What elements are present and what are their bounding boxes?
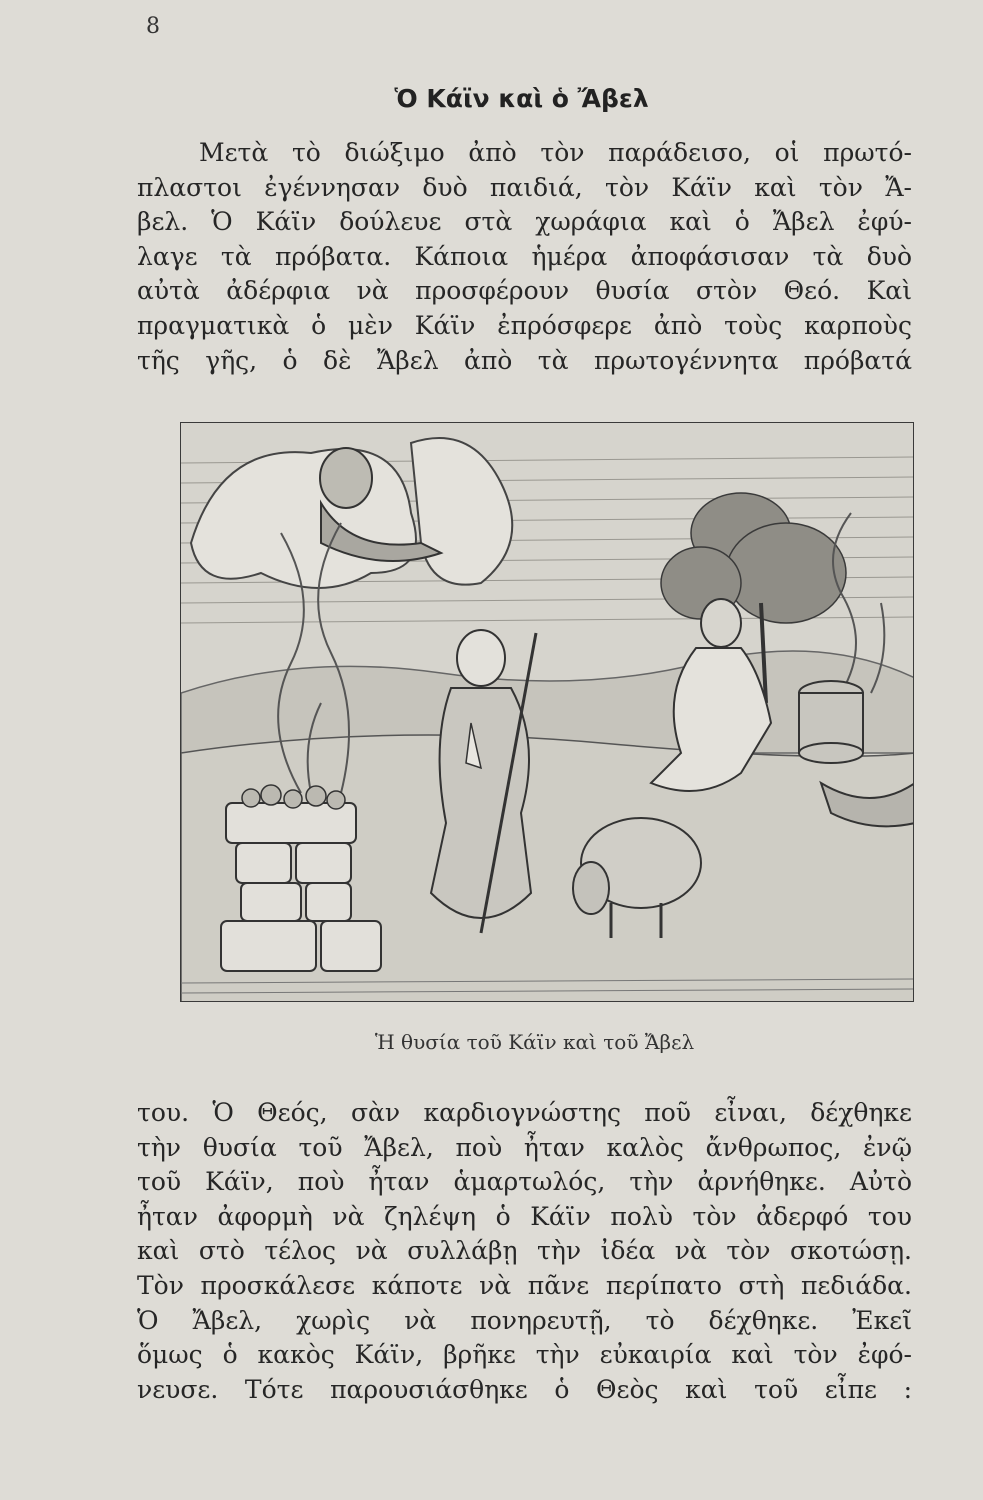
text-line: Μετὰ τὸ διώξιμο ἀπὸ τὸν παράδεισο, οἱ πρωτό- [199, 138, 912, 167]
text-line: πλαστοι ἐγέννησαν δυὸ παιδιά, τὸν Κάϊν καὶ τὸν Ἄ- [137, 172, 912, 202]
text-line: Τὸν προσκάλεσε κάποτε νὰ πᾶνε περίπατο στὴ πεδιάδα. [137, 1270, 912, 1300]
text-line: πραγματικὰ ὁ μὲν Κάϊν ἐπρόσφερε ἀπὸ τοὺς καρποὺς [137, 310, 912, 340]
text-line: Ὁ Ἄβελ, χωρὶς νὰ πονηρευτῇ, τὸ δέχθηκε. Ἐκεῖ [137, 1305, 912, 1335]
text-line: αὐτὰ ἀδέρφια νὰ προσφέρουν θυσία στὸν Θεό. Καὶ [137, 276, 912, 306]
text-line: βελ. Ὁ Κάϊν δούλευε στὰ χωράφια καὶ ὁ Ἄβελ ἐφύ- [137, 207, 912, 237]
illustration-caption: Ἡ θυσία τοῦ Κάϊν καὶ τοῦ Ἄβελ [374, 1030, 695, 1054]
text-line: νευσε. Τότε παρουσιάσθηκε ὁ Θεὸς καὶ τοῦ εἶπε : [137, 1374, 912, 1404]
text-line: λαγε τὰ πρόβατα. Κάποια ἡμέρα ἀποφάσισαν τὰ δυὸ [137, 241, 912, 271]
text-line: καὶ στὸ τέλος νὰ συλλάβῃ τὴν ἰδέα νὰ τὸν σκοτώσῃ. [137, 1236, 912, 1266]
text-line: ὅμως ὁ κακὸς Κάϊν, βρῆκε τὴν εὐκαιρία καὶ τὸν ἐφό- [137, 1340, 912, 1370]
text-line: ἦταν ἀφορμὴ νὰ ζηλέψη ὁ Κάϊν πολὺ τὸν ἀδερφό του [137, 1201, 912, 1231]
page-number: 8 [146, 14, 160, 39]
text-line: τῆς γῆς, ὁ δὲ Ἄβελ ἀπὸ τὰ πρωτογέννητα πρόβατά [137, 345, 912, 375]
text-line: τοῦ Κάϊν, ποὺ ἦταν ἁμαρτωλός, τὴν ἀρνήθηκε. Αὐτὸ [137, 1167, 912, 1197]
engraving-illustration [180, 422, 914, 1002]
text-line: τὴν θυσία τοῦ Ἄβελ, ποὺ ἦταν καλὸς ἄνθρωπος, ἐνῷ [137, 1132, 912, 1162]
page-title: Ὁ Κάϊν καὶ ὁ Ἄβελ [394, 84, 649, 113]
paragraph-intro [137, 136, 912, 378]
paragraph-continuation [137, 1096, 912, 1407]
text-line: του. Ὁ Θεός, σὰν καρδιογνώστης ποῦ εἶναι, δέχθηκε [137, 1098, 912, 1127]
